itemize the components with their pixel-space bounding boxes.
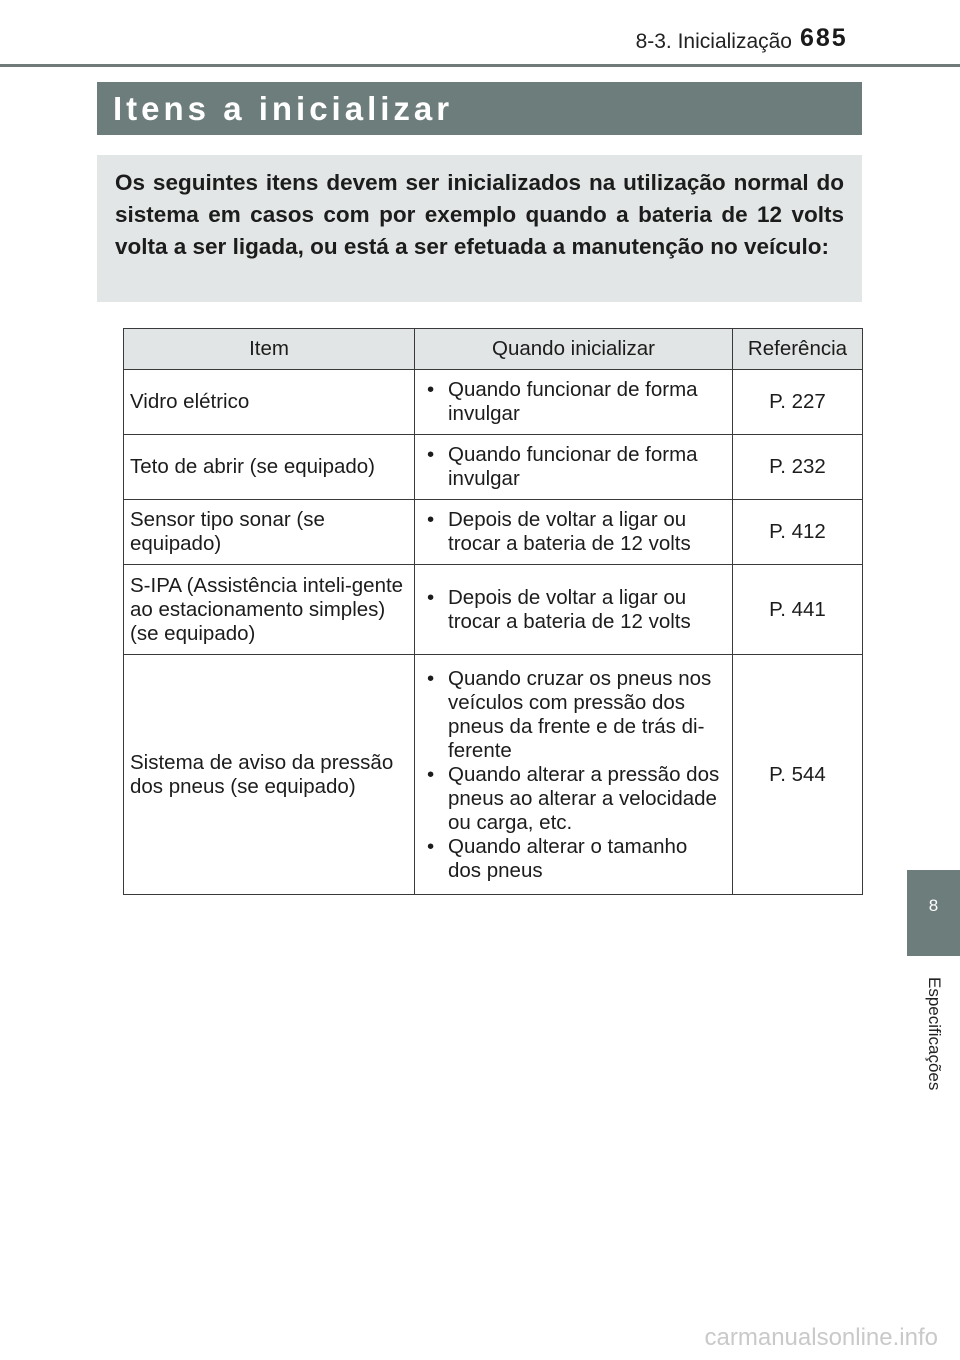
- chapter-tab: [907, 870, 960, 956]
- when-list-item: • Quando alterar a pressão dos pneus ao alterar a velocidade ou carga, etc.: [421, 763, 726, 835]
- section-title: 8-3. Inicialização: [635, 30, 792, 53]
- intro-box: [97, 155, 862, 302]
- chapter-number: 8: [928, 896, 939, 915]
- initialization-table: [123, 328, 863, 895]
- when-cell: [415, 655, 733, 895]
- reference-cell: P. 544: [733, 655, 863, 895]
- table-row: [124, 655, 863, 895]
- when-list-item: • Quando funcionar de forma invulgar: [421, 378, 726, 426]
- page-title: Itens a inicializar: [113, 90, 454, 127]
- when-list-item: • Quando cruzar os pneus nos veículos com pressão dos pneus da frente e de trás di-ferente: [421, 667, 726, 763]
- item-cell: Sistema de aviso da pressão dos pneus (se equipado): [124, 655, 415, 895]
- chapter-label: Especificações: [925, 977, 944, 1091]
- reference-cell: P. 227: [733, 370, 863, 435]
- intro-text: Os seguintes itens devem ser inicializados na utilização normal do sistema em casos com por exemplo quando a bateria de 12 volts volta a ser ligada, ou está a ser efetuada a manutenção no veículo:: [115, 170, 844, 259]
- reference-cell: P. 441: [733, 565, 863, 655]
- when-cell: [415, 370, 733, 435]
- table-row: [124, 370, 863, 435]
- page-number: 685: [800, 24, 848, 52]
- watermark: carmanualsonline.info: [704, 1324, 938, 1351]
- table-row: [124, 435, 863, 500]
- when-list-item: • Quando funcionar de forma invulgar: [421, 443, 726, 491]
- item-cell: Vidro elétrico: [124, 370, 415, 435]
- column-header-reference: Referência: [733, 329, 863, 370]
- item-cell: Sensor tipo sonar (se equipado): [124, 500, 415, 565]
- table-header-row: [124, 329, 863, 370]
- when-cell: [415, 565, 733, 655]
- when-list: [421, 443, 726, 491]
- when-cell: [415, 500, 733, 565]
- reference-cell: P. 412: [733, 500, 863, 565]
- column-header-when: Quando inicializar: [415, 329, 733, 370]
- when-list: [421, 667, 726, 883]
- reference-cell: P. 232: [733, 435, 863, 500]
- when-list: [421, 378, 726, 426]
- item-cell: S-IPA (Assistência inteli-gente ao estacionamento simples) (se equipado): [124, 565, 415, 655]
- when-list-item: • Quando alterar o tamanho dos pneus: [421, 835, 726, 883]
- column-header-item: Item: [124, 329, 415, 370]
- header-divider: [0, 64, 960, 67]
- when-list: [421, 508, 726, 556]
- title-bar: [97, 82, 862, 135]
- when-list-item: • Depois de voltar a ligar ou trocar a bateria de 12 volts: [421, 586, 726, 634]
- when-cell: [415, 435, 733, 500]
- when-list-item: • Depois de voltar a ligar ou trocar a bateria de 12 volts: [421, 508, 726, 556]
- table-row: [124, 565, 863, 655]
- when-list: [421, 586, 726, 634]
- item-cell: Teto de abrir (se equipado): [124, 435, 415, 500]
- table-row: [124, 500, 863, 565]
